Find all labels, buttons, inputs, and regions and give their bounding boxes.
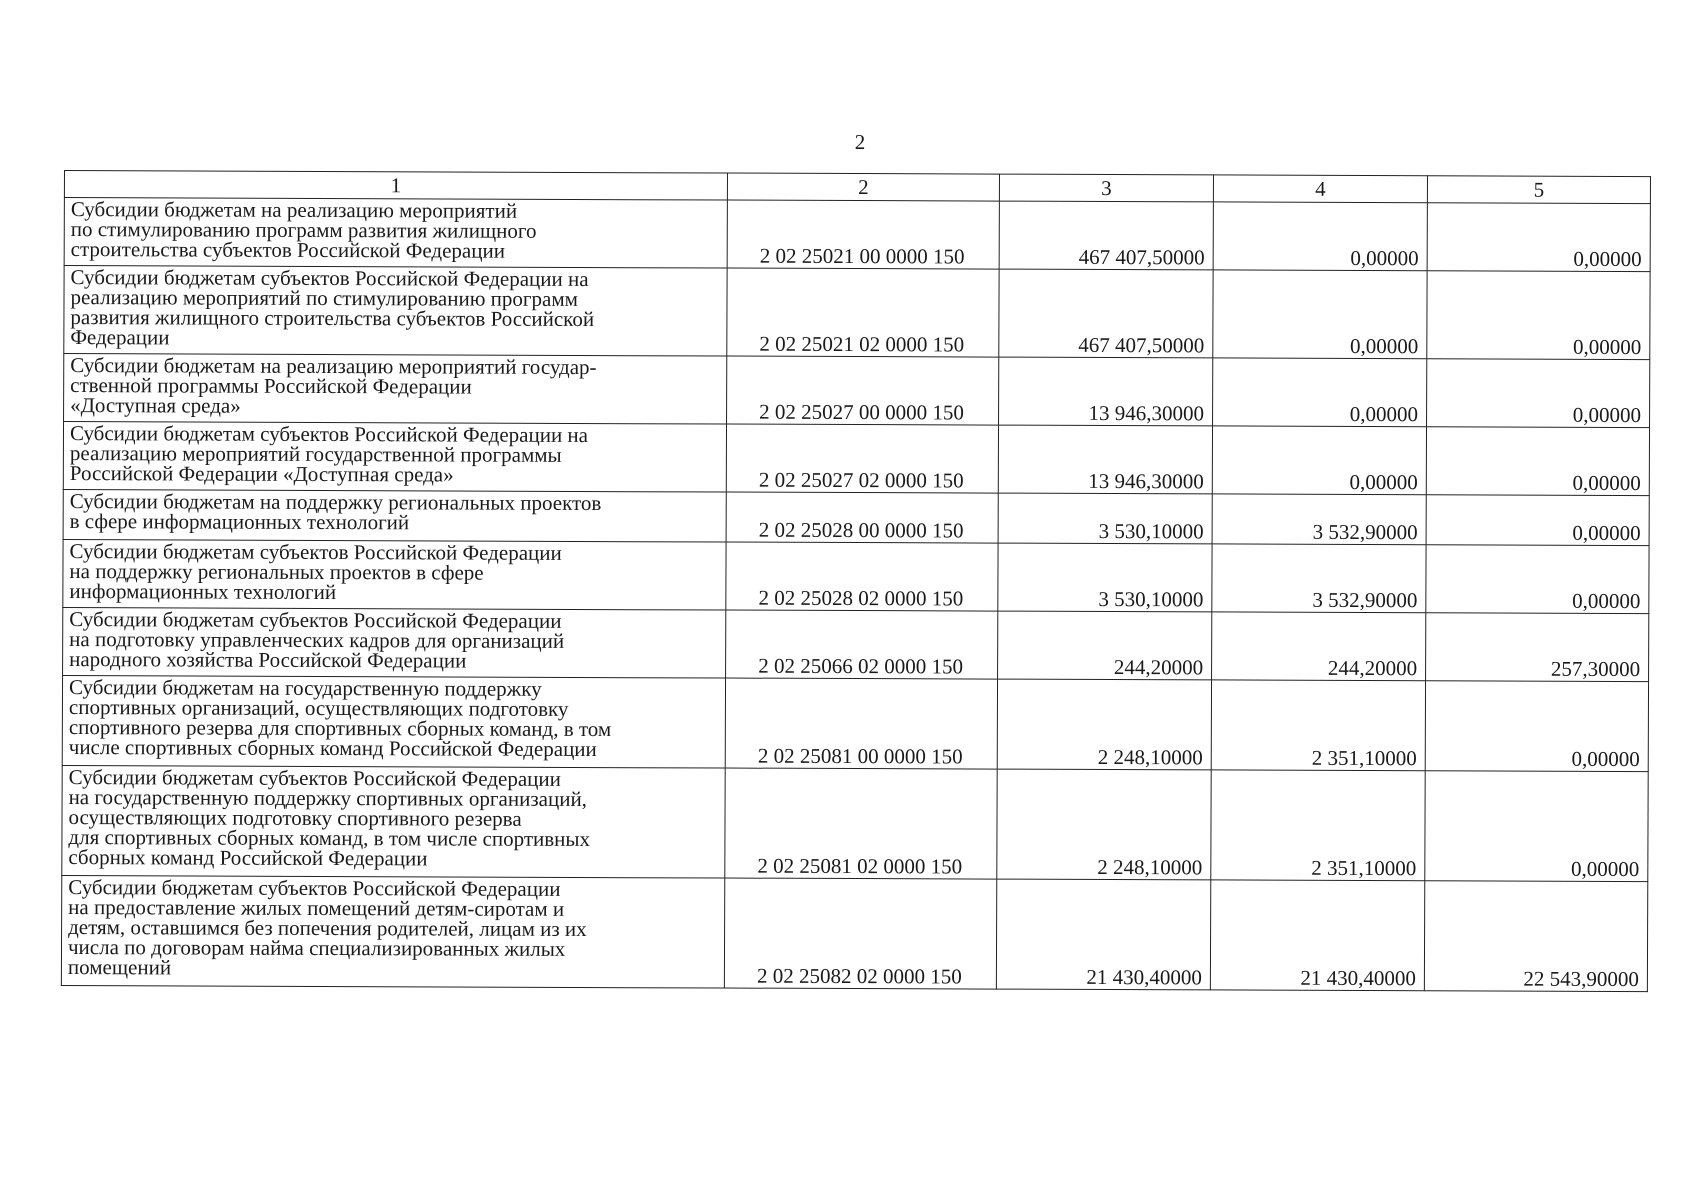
table-row — [63, 539, 1649, 613]
row-value-4: 2 351,10000 — [1211, 770, 1425, 881]
row-value-3: 2 248,10000 — [997, 769, 1211, 880]
row-value-5: 0,00000 — [1426, 495, 1649, 546]
row-description: Субсидии бюджетам субъектов Российской Федерации на государственную поддержку спортивных организаций, осуществляющих подготовку спортивного резерва для спортивных сборных команд, в том числе спортивных сборных команд Российской Федерации — [62, 765, 725, 878]
row-code: 2 02 25028 02 0000 150 — [726, 542, 998, 611]
column-header-5: 5 — [1427, 176, 1650, 204]
row-value-4: 244,20000 — [1212, 612, 1426, 681]
budget-table — [61, 170, 1651, 992]
row-value-5: 0,00000 — [1427, 271, 1650, 360]
row-value-4: 0,00000 — [1213, 358, 1427, 427]
column-header-3: 3 — [999, 174, 1213, 202]
column-header-1: 1 — [64, 171, 727, 201]
row-description: Субсидии бюджетам на реализацию мероприятий государ- ственной программы Российской Федерации «Доступная среда» — [64, 354, 727, 425]
page-number: 2 — [854, 130, 866, 154]
row-value-3: 13 946,30000 — [999, 357, 1213, 426]
column-header-4: 4 — [1213, 175, 1427, 203]
row-value-4: 2 351,10000 — [1211, 680, 1425, 771]
table-row — [62, 765, 1648, 881]
table-row — [63, 607, 1649, 681]
row-value-5: 0,00000 — [1427, 359, 1650, 428]
row-description: Субсидии бюджетам на поддержку региональных проектов в сфере информационных технологий — [63, 489, 726, 542]
row-description: Субсидии бюджетам субъектов Российской Федерации на реализацию мероприятий государственной программы Российской Федерации «Доступная среда» — [63, 422, 726, 493]
table-row — [62, 675, 1648, 771]
row-value-5: 0,00000 — [1426, 545, 1649, 614]
row-value-5: 257,30000 — [1426, 613, 1649, 682]
row-code: 2 02 25081 00 0000 150 — [725, 678, 997, 769]
row-description: Субсидии бюджетам на государственную поддержку спортивных организаций, осуществляющих подготовку спортивного резерва для спортивных сборных команд, в том числе спортивных сборных команд Российской Федерации — [62, 675, 725, 768]
row-value-3: 467 407,50000 — [999, 201, 1213, 270]
row-code: 2 02 25082 02 0000 150 — [724, 878, 996, 989]
row-value-4: 0,00000 — [1212, 426, 1426, 495]
row-code: 2 02 25027 02 0000 150 — [726, 424, 998, 493]
row-code: 2 02 25028 00 0000 150 — [726, 492, 998, 543]
row-value-3: 13 946,30000 — [998, 425, 1212, 494]
row-value-5: 0,00000 — [1425, 681, 1648, 772]
row-value-3: 3 530,10000 — [998, 493, 1212, 544]
row-code: 2 02 25021 00 0000 150 — [727, 200, 999, 269]
row-value-3: 21 430,40000 — [996, 879, 1210, 990]
row-description: Субсидии бюджетам субъектов Российской Федерации на реализацию мероприятий по стимулированию программ развития жилищного строительства субъектов Российской Федерации — [64, 266, 727, 357]
row-value-5: 0,00000 — [1427, 203, 1650, 272]
row-value-5: 22 543,90000 — [1424, 881, 1647, 992]
table-row — [63, 422, 1649, 496]
row-value-3: 3 530,10000 — [998, 543, 1212, 612]
row-description: Субсидии бюджетам субъектов Российской Федерации на предоставление жилых помещений детям-сиротам и детям, оставшимся без попечения родителей, лицам из их числа по договорам найма специализированных жилых помещений — [61, 875, 724, 988]
row-value-3: 2 248,10000 — [997, 679, 1211, 770]
row-value-4: 3 532,90000 — [1212, 494, 1426, 545]
row-value-4: 0,00000 — [1213, 202, 1427, 271]
row-code: 2 02 25066 02 0000 150 — [726, 610, 998, 679]
row-description: Субсидии бюджетам субъектов Российской Федерации на поддержку региональных проектов в сфере информационных технологий — [63, 539, 726, 610]
row-value-4: 21 430,40000 — [1210, 880, 1424, 991]
row-value-3: 467 407,50000 — [999, 269, 1213, 358]
table-row — [64, 266, 1650, 360]
row-code: 2 02 25027 00 0000 150 — [727, 356, 999, 425]
row-description: Субсидии бюджетам на реализацию мероприятий по стимулированию программ развития жилищного строительства субъектов Российской Федерации — [64, 198, 727, 269]
table-row — [64, 354, 1650, 428]
row-value-4: 0,00000 — [1213, 270, 1427, 359]
row-value-5: 0,00000 — [1426, 427, 1649, 496]
table-row — [64, 198, 1650, 272]
row-value-3: 244,20000 — [998, 611, 1212, 680]
table-row — [63, 489, 1649, 545]
column-header-2: 2 — [727, 173, 999, 201]
row-description: Субсидии бюджетам субъектов Российской Федерации на подготовку управленческих кадров для организаций народного хозяйства Российской Федерации — [63, 607, 726, 678]
table-row — [61, 875, 1647, 991]
row-code: 2 02 25021 02 0000 150 — [727, 268, 999, 357]
row-value-4: 3 532,90000 — [1212, 544, 1426, 613]
row-value-5: 0,00000 — [1425, 771, 1648, 882]
row-code: 2 02 25081 02 0000 150 — [725, 768, 997, 879]
